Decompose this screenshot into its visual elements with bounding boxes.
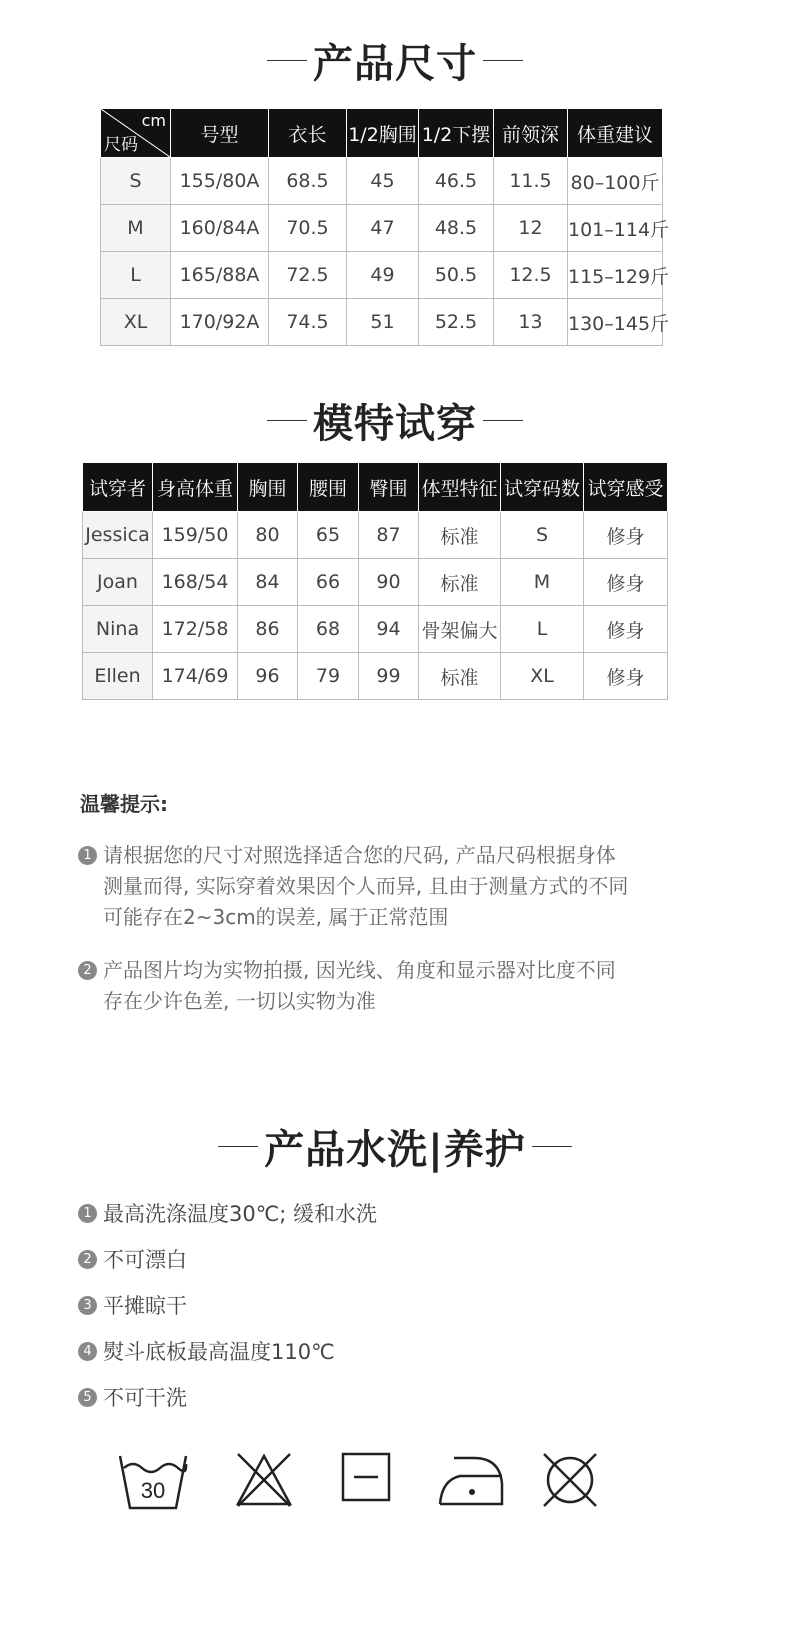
model-header-cell: 腰围 <box>298 463 359 512</box>
table-cell: 155/80A <box>171 158 269 205</box>
care-text: 最高洗涤温度30℃; 缓和水洗 <box>103 1202 378 1226</box>
title-line-right <box>483 60 523 61</box>
table-cell: 72.5 <box>269 252 347 299</box>
table-cell: L <box>501 606 584 653</box>
size-table <box>100 108 670 346</box>
model-header-cell: 胸围 <box>238 463 298 512</box>
tip-item-2 <box>78 955 678 1017</box>
table-cell: Joan <box>83 559 153 606</box>
table-cell: Nina <box>83 606 153 653</box>
table-cell: 49 <box>347 252 419 299</box>
size-header-cell: 衣长 <box>269 109 347 158</box>
model-header-cell: 体型特征 <box>419 463 501 512</box>
size-header-cell: 体重建议 <box>568 109 663 158</box>
iron-low-icon <box>434 1450 506 1510</box>
care-item-5 <box>78 1382 187 1412</box>
table-cell: 51 <box>347 299 419 346</box>
model-table-header-row <box>83 463 668 512</box>
no-dry-clean-icon <box>540 1450 600 1510</box>
model-header-cell: 试穿者 <box>83 463 153 512</box>
size-header-cell: 1/2胸围 <box>347 109 419 158</box>
tip-text <box>103 955 616 1017</box>
table-cell: 101–114斤 <box>568 205 663 252</box>
number-badge: 3 <box>78 1296 97 1315</box>
number-badge: 1 <box>78 846 97 865</box>
table-cell: 12.5 <box>494 252 568 299</box>
table-row <box>101 252 663 299</box>
table-cell: 86 <box>238 606 298 653</box>
table-cell: 174/69 <box>153 653 238 700</box>
table-cell: 标准 <box>419 559 501 606</box>
corner-size-label: 尺码 <box>104 135 138 155</box>
table-cell: 修身 <box>584 653 668 700</box>
corner-unit-label: cm <box>141 111 166 130</box>
table-cell: 80 <box>238 512 298 559</box>
table-cell: 90 <box>359 559 419 606</box>
table-cell: 修身 <box>584 606 668 653</box>
table-cell: 50.5 <box>419 252 494 299</box>
table-cell: XL <box>101 299 171 346</box>
table-cell: 修身 <box>584 512 668 559</box>
table-cell: 159/50 <box>153 512 238 559</box>
table-cell: Jessica <box>83 512 153 559</box>
table-cell: 79 <box>298 653 359 700</box>
number-badge: 4 <box>78 1342 97 1361</box>
tip-line: 可能存在2~3cm的误差, 属于正常范围 <box>103 905 449 929</box>
tip-item-1 <box>78 840 678 933</box>
table-cell: XL <box>501 653 584 700</box>
care-text: 平摊晾干 <box>103 1294 187 1318</box>
table-cell: 99 <box>359 653 419 700</box>
size-header-cell: 号型 <box>171 109 269 158</box>
table-cell: 骨架偏大 <box>419 606 501 653</box>
care-text: 不可干洗 <box>103 1386 187 1410</box>
table-cell: 94 <box>359 606 419 653</box>
flat-dry-icon <box>340 1450 392 1504</box>
size-table-header-row <box>101 109 663 158</box>
number-badge: 1 <box>78 1204 97 1223</box>
table-cell: 修身 <box>584 559 668 606</box>
table-cell: 87 <box>359 512 419 559</box>
table-cell: 47 <box>347 205 419 252</box>
table-row <box>83 653 668 700</box>
table-cell: S <box>501 512 584 559</box>
care-section-title <box>0 1118 790 1175</box>
no-bleach-icon <box>234 1450 294 1510</box>
model-header-cell: 臀围 <box>359 463 419 512</box>
table-row <box>101 205 663 252</box>
table-cell: 68.5 <box>269 158 347 205</box>
model-header-cell: 试穿码数 <box>501 463 584 512</box>
number-badge: 2 <box>78 961 97 980</box>
care-text: 不可漂白 <box>103 1248 187 1272</box>
tips-heading: 温馨提示: <box>80 792 168 816</box>
table-cell: 11.5 <box>494 158 568 205</box>
table-cell: 115–129斤 <box>568 252 663 299</box>
wash-30-icon <box>116 1450 190 1514</box>
tip-line: 请根据您的尺寸对照选择适合您的尺码, 产品尺码根据身体 <box>103 843 616 867</box>
model-header-cell: 身高体重 <box>153 463 238 512</box>
table-cell: 168/54 <box>153 559 238 606</box>
table-cell: 65 <box>298 512 359 559</box>
table-cell: 标准 <box>419 653 501 700</box>
title-line-right <box>532 1146 572 1147</box>
number-badge: 2 <box>78 1250 97 1269</box>
table-row <box>83 512 668 559</box>
table-cell: 74.5 <box>269 299 347 346</box>
size-title-text: 产品尺寸 <box>313 41 477 87</box>
table-cell: 13 <box>494 299 568 346</box>
table-row <box>101 299 663 346</box>
table-cell: 标准 <box>419 512 501 559</box>
care-item-2 <box>78 1244 187 1274</box>
table-cell: 80–100斤 <box>568 158 663 205</box>
tip-line: 产品图片均为实物拍摄, 因光线、角度和显示器对比度不同 <box>103 958 616 982</box>
table-cell: M <box>101 205 171 252</box>
care-item-3 <box>78 1290 187 1320</box>
care-item-4 <box>78 1336 335 1366</box>
table-row <box>83 559 668 606</box>
model-header-cell: 试穿感受 <box>584 463 668 512</box>
tip-line: 存在少许色差, 一切以实物为准 <box>103 989 376 1013</box>
table-cell: 66 <box>298 559 359 606</box>
title-line-left <box>267 60 307 61</box>
table-cell: 46.5 <box>419 158 494 205</box>
model-section-title <box>0 392 790 449</box>
table-cell: 160/84A <box>171 205 269 252</box>
size-table-corner <box>101 109 171 158</box>
care-item-1 <box>78 1198 377 1228</box>
table-cell: 170/92A <box>171 299 269 346</box>
table-cell: M <box>501 559 584 606</box>
care-title-text: 产品水洗|养护 <box>264 1127 526 1173</box>
title-line-left <box>267 420 307 421</box>
model-title-text: 模特试穿 <box>313 401 477 447</box>
size-header-cell: 1/2下摆 <box>419 109 494 158</box>
table-cell: 172/58 <box>153 606 238 653</box>
table-cell: 70.5 <box>269 205 347 252</box>
table-cell: 130–145斤 <box>568 299 663 346</box>
table-cell: 96 <box>238 653 298 700</box>
tip-line: 测量而得, 实际穿着效果因个人而异, 且由于测量方式的不同 <box>103 874 629 898</box>
table-cell: 52.5 <box>419 299 494 346</box>
care-text: 熨斗底板最高温度110℃ <box>103 1340 335 1364</box>
table-cell: L <box>101 252 171 299</box>
number-badge: 5 <box>78 1388 97 1407</box>
model-table <box>82 462 668 700</box>
tip-text <box>103 840 628 933</box>
table-cell: S <box>101 158 171 205</box>
table-cell: 12 <box>494 205 568 252</box>
table-cell: 84 <box>238 559 298 606</box>
table-cell: 45 <box>347 158 419 205</box>
wash-temp-label: 30 <box>140 1478 166 1503</box>
title-line-left <box>218 1146 258 1147</box>
table-cell: 165/88A <box>171 252 269 299</box>
size-header-cell: 前领深 <box>494 109 568 158</box>
table-cell: 48.5 <box>419 205 494 252</box>
size-section-title <box>0 32 790 89</box>
table-row <box>83 606 668 653</box>
table-row <box>101 158 663 205</box>
table-cell: 68 <box>298 606 359 653</box>
table-cell: Ellen <box>83 653 153 700</box>
title-line-right <box>483 420 523 421</box>
